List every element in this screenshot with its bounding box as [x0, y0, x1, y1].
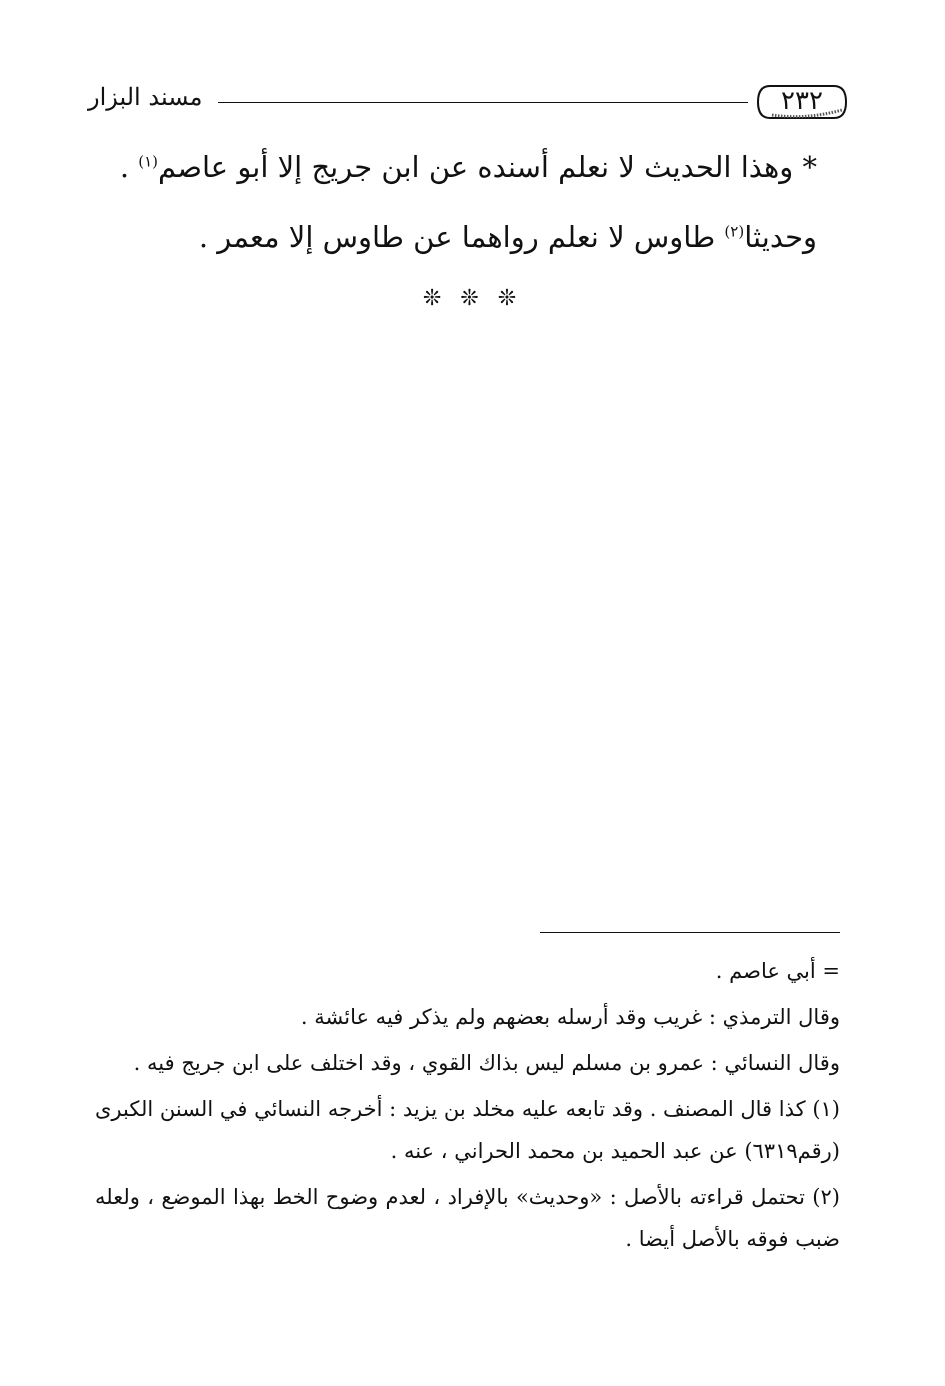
body-line-1-text: * وهذا الحديث لا نعلم أسنده عن ابن جريج إلا أبو عاصم — [158, 150, 817, 184]
footnote-tirmidhi: وقال الترمذي : غريب وقد أرسله بعضهم ولم يذكر فيه عائشة . — [300, 1005, 840, 1029]
body-line-1-suffix: . — [119, 150, 139, 184]
book-title: مسند البزار — [88, 83, 203, 111]
body-line-2-text: طاوس لا نعلم رواهما عن طاوس إلا معمر . — [198, 220, 725, 254]
page-number-badge — [756, 82, 848, 122]
footnote-ref-2[interactable]: (٢) — [724, 222, 745, 241]
body-line-2-prefix: وحديثا — [744, 220, 817, 254]
footnote-ref-1[interactable]: (١) — [138, 152, 159, 171]
header-rule — [218, 102, 748, 103]
body-line-1 — [117, 150, 817, 184]
page-number: ٢٣٢ — [781, 86, 823, 116]
page-header — [88, 80, 848, 130]
footnote-2: (٢) تحتمل قراءته بالأصل : «وحديث» بالإفراد ، لعدم وضوح الخط بهذا الموضع ، ولعله ضبب فوقه بالأصل أيضا . — [95, 1185, 840, 1251]
section-separator: ❊ ❊ ❊ — [422, 286, 523, 311]
footnote-continuation: = أبي عاصم . — [715, 959, 840, 983]
footnotes — [95, 950, 840, 1260]
body-line-2 — [117, 220, 817, 254]
footnote-nasai: وقال النسائي : عمرو بن مسلم ليس بذاك القوي ، وقد اختلف على ابن جريج فيه . — [133, 1051, 840, 1075]
footnote-1: (١) كذا قال المصنف . وقد تابعه عليه مخلد بن يزيد : أخرجه النسائي في السنن الكبرى (رقم٦٣١٩) عن عبد الحميد بن محمد الحراني ، عنه . — [95, 1097, 840, 1163]
footnote-rule — [540, 932, 840, 933]
